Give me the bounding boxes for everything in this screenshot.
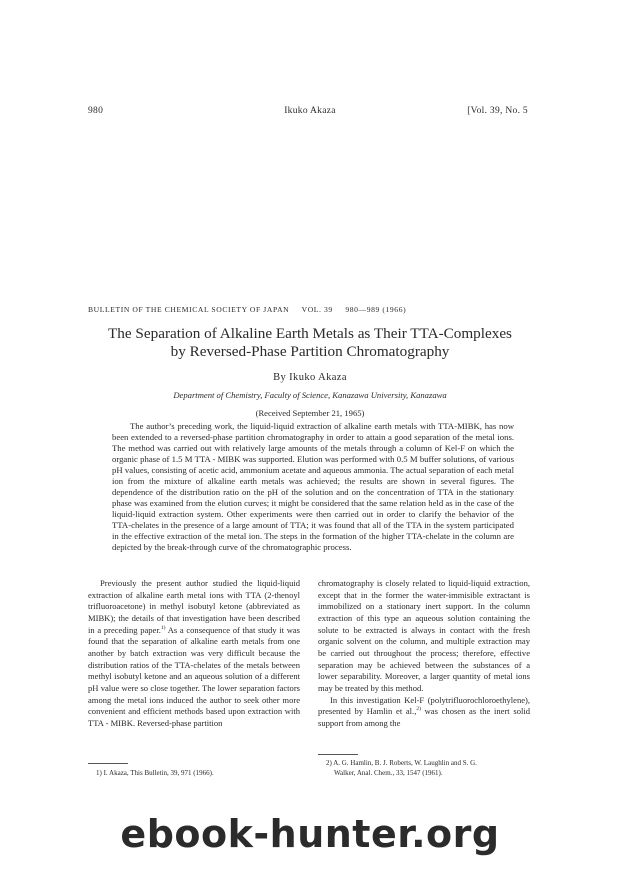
col2-paragraph-2	[318, 695, 530, 730]
title-line-1: The Separation of Alkaline Earth Metals as Their TTA-Complexes	[108, 325, 512, 342]
running-author: Ikuko Akaza	[284, 106, 336, 116]
body-column-left	[88, 578, 300, 730]
journal-volume: VOL. 39	[301, 305, 333, 314]
affiliation: Department of Chemistry, Faculty of Science, Kanazawa University, Kanazawa	[173, 390, 447, 400]
running-volume: [Vol. 39, No. 5	[467, 106, 528, 116]
col2-paragraph-1: chromatography is closely related to liquid-liquid extraction, except that in the former the water-immisible extractant is immobilized on a stationary inert support. In the column extraction of this type an aqueous solution containing the solute to be extracted is always in contact with the fresh organic solvent on the column, and multiple extraction may be carried out throughout the process; therefore, effective separation may be achieved between the substances of a lower separability. Moreover, a larger quantity of metal ions may be treated by this method.	[318, 578, 530, 693]
reference-marker: 2)	[416, 706, 421, 713]
reference-marker: 1)	[160, 624, 166, 631]
col2-para2-text: In this investigation Kel-F (polytrifluorochloroethylene), presented by Hamlin et al.,	[318, 694, 530, 717]
received-date: (Received September 21, 1965)	[255, 408, 365, 418]
watermark-text: ebook-hunter.org	[120, 812, 500, 856]
footnote-1: 1) I. Akaza, This Bulletin, 39, 971 (1966).	[96, 769, 214, 777]
col1-text: Previously the present author studied the liquid-liquid extraction of alkaline earth metal ions with TTA (2-thenoyl trifluoroacetone) in methyl isobutyl ketone (abbreviated as MIBK); the details of that investigation have been described in a preceding paper.	[88, 578, 300, 635]
journal-name: BULLETIN OF THE CHEMICAL SOCIETY OF JAPAN	[88, 305, 290, 314]
article-title	[0, 325, 620, 361]
footnote-rule-left	[88, 763, 128, 764]
byline: By Ikuko Akaza	[273, 372, 347, 383]
footnote-2-line-2: Walker, Anal. Chem., 33, 1547 (1961).	[334, 769, 443, 777]
page-number: 980	[88, 106, 104, 116]
col1-text-cont: As a consequence of that study it was found that the separation of alkaline earth metals from one another by batch extraction was very difficult because the distribution ratios of the TTA-chelates of the metals between methyl isobutyl ketone and an aqueous solution of a different pH value were so close together. The lower separation factors among the metal ions induced the author to seek other more convenient and efficient methods based upon extraction with TTA - MIBK. Reversed-phase partition	[88, 624, 300, 728]
footnote-rule-right	[318, 754, 358, 755]
journal-line	[88, 305, 508, 314]
journal-pages: 980—989 (1966)	[345, 305, 407, 314]
abstract: The author’s preceding work, the liquid-liquid extraction of alkaline earth metals with TTA-MIBK, has now been extended to a reversed-phase partition chromatography in order to attain a good separation of the metal ions. The method was carried out with relatively large amounts of the metals through a column of Kel-F on which the organic phase of 1.5 M TTA - MIBK was supported. Elution was performed with 0.5 M buffer solutions, of various pH values, consisting of acetic acid, ammonium acetate and aqueous ammonia. The actual separation of each metal ion from the mixture of alkaline earth metals was achieved; the results are shown in several figures. The dependence of the distribution ratio on the pH of the solution and on the concentration of TTA in the stationary phase was examined from the elution curves; it might be considered that the same relation held as in the case of the liquid-liquid extraction system. Other experiments were then carried out in order to clarify the behavior of the TTA-chelates in the presence of a large amount of TTA; it was found that all of the TTA in the system participated in the effective extraction of the metal ion. The steps in the formation of the higher TTA-chelate in the column are depicted by the break-through curve of the chromatographic process.	[112, 421, 514, 552]
col2-para2-cont: was chosen as the inert solid support from among the	[318, 706, 530, 728]
body-column-right	[318, 578, 530, 730]
title-line-2: by Reversed-Phase Partition Chromatography	[170, 343, 450, 360]
footnote-2-line-1: 2) A. G. Hamlin, B. J. Roberts, W. Laughlin and S. G.	[326, 759, 477, 767]
